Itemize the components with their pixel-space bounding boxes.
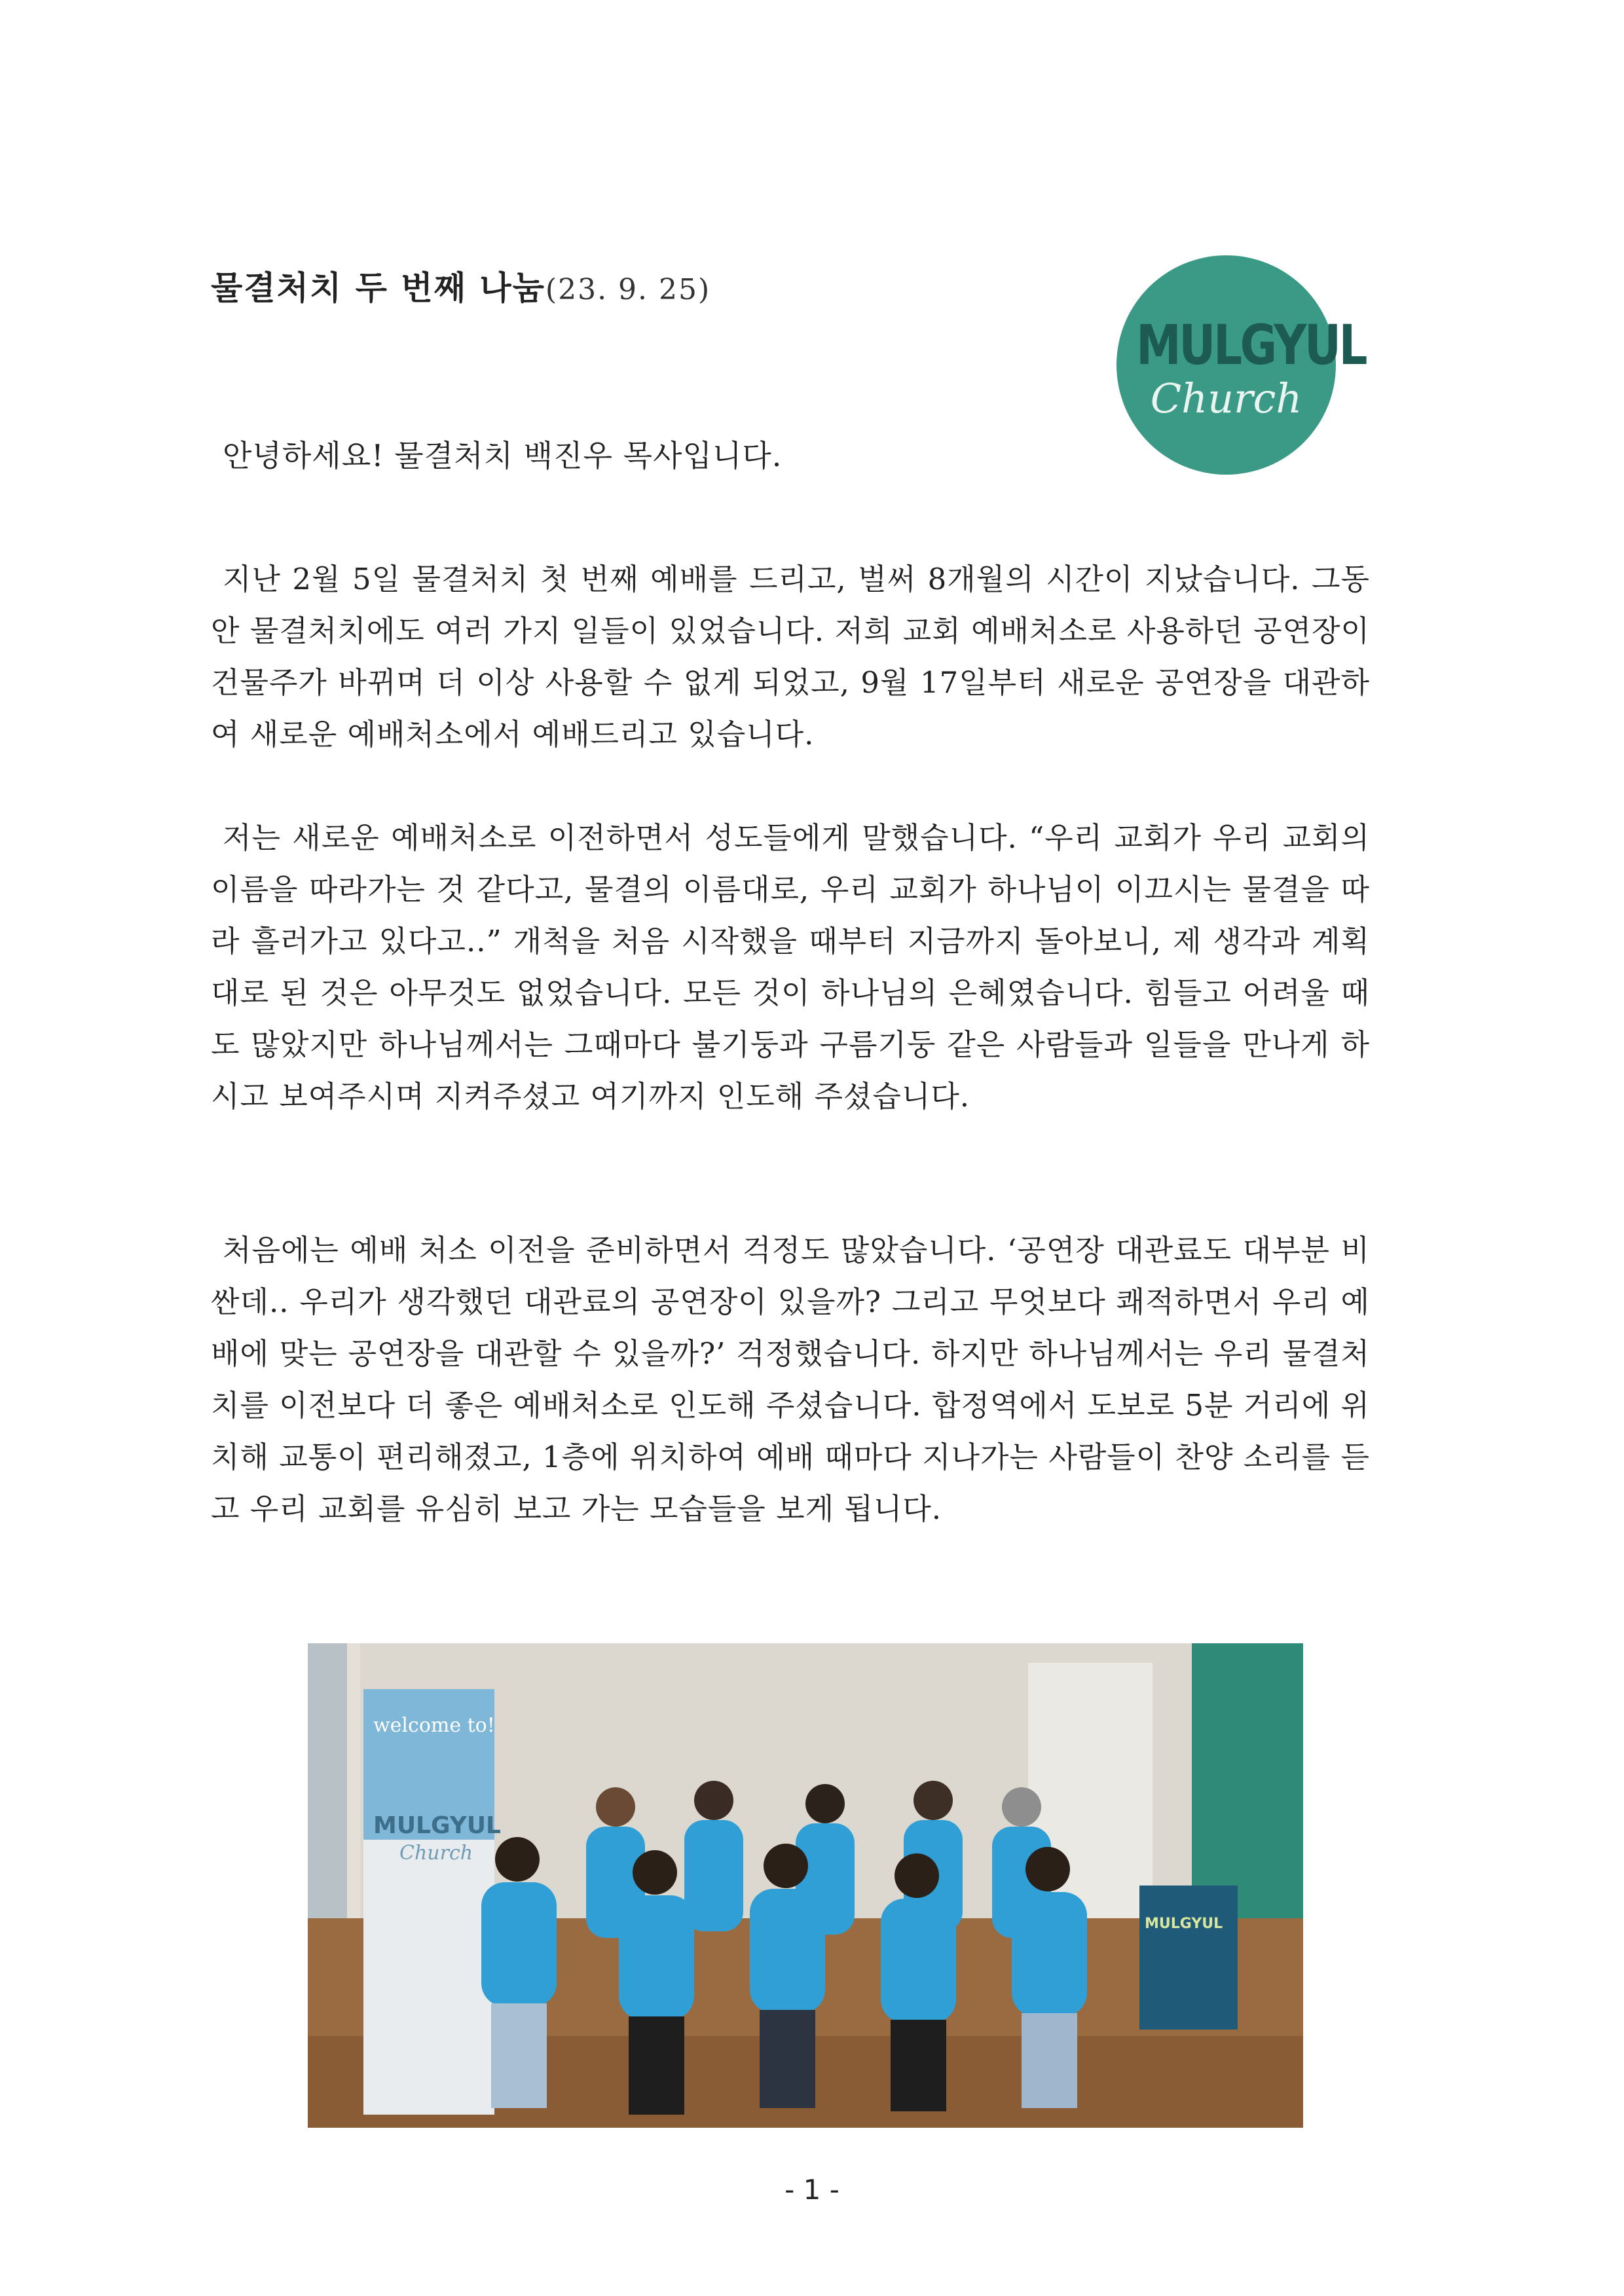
- document-title-line: [211, 262, 710, 309]
- document-date: (23. 9. 25): [545, 273, 711, 306]
- paragraph-2: 저는 새로운 예배처소로 이전하면서 성도들에게 말했습니다. “우리 교회가 우리 교회의 이름을 따라가는 것 같다고, 물결의 이름대로, 우리 교회가 하나님이 이끄시는 물결을 따라 흘러가고 있다고..” 개척을 처음 시작했을 때부터 지금까지 돌아보니, 제 생각과 계획대로 된 것은 아무것도 없었습니다. 모든 것이 하나님의 은혜였습니다. 힘들고 어려울 때도 많았지만 하나님께서는 그때마다 불기둥과 구름기둥 같은 사람들과 일들을 만나게 하시고 보여주시며 지켜주셨고 여기까지 인도해 주셨습니다.: [211, 820, 1370, 1114]
- paragraph-1: 지난 2월 5일 물결처치 첫 번째 예배를 드리고, 벌써 8개월의 시간이 지났습니다. 그동안 물결처치에도 여러 가지 일들이 있었습니다. 저희 교회 예배처소로 사용하던 공연장이 건물주가 바뀌며 더 이상 사용할 수 없게 되었고, 9월 17일부터 새로운 공연장을 대관하여 새로운 예배처소에서 예배드리고 있습니다.: [211, 562, 1370, 752]
- group-photo-illustration: [308, 1643, 1303, 2128]
- banner-logo-text: MULGYUL: [373, 1812, 501, 1839]
- logo-main-text: MULGYUL: [1136, 313, 1366, 377]
- church-logo: [1116, 255, 1366, 475]
- page-number: - 1 -: [784, 2174, 840, 2206]
- greeting: 안녕하세요! 물결처치 백진우 목사입니다.: [223, 438, 783, 473]
- document-title: 물결처치 두 번째 나눔: [211, 269, 545, 307]
- mulgyul-poster: [1139, 1886, 1238, 2030]
- paragraph-3: 처음에는 예배 처소 이전을 준비하면서 걱정도 많았습니다. ‘공연장 대관료도 대부분 비싼데.. 우리가 생각했던 대관료의 공연장이 있을까? 그리고 무엇보다 쾌적하면서 우리 예배에 맞는 공연장을 대관할 수 있을까?’ 걱정했습니다. 하지만 하나님께서는 우리 물결처치를 이전보다 더 좋은 예배처소로 인도해 주셨습니다. 합정역에서 도보로 5분 거리에 위치해 교통이 편리해졌고, 1층에 위치하여 예배 때마다 지나가는 사람들이 찬양 소리를 듣고 우리 교회를 유심히 보고 가는 모습들을 보게 됩니다.: [211, 1233, 1370, 1526]
- group-photo: [308, 1643, 1303, 2128]
- banner-script-text: Church: [399, 1842, 473, 1865]
- logo-script-text: Church: [1150, 374, 1302, 422]
- poster-text: MULGYUL: [1145, 1916, 1223, 1932]
- banner-welcome-text: welcome to!: [373, 1714, 495, 1737]
